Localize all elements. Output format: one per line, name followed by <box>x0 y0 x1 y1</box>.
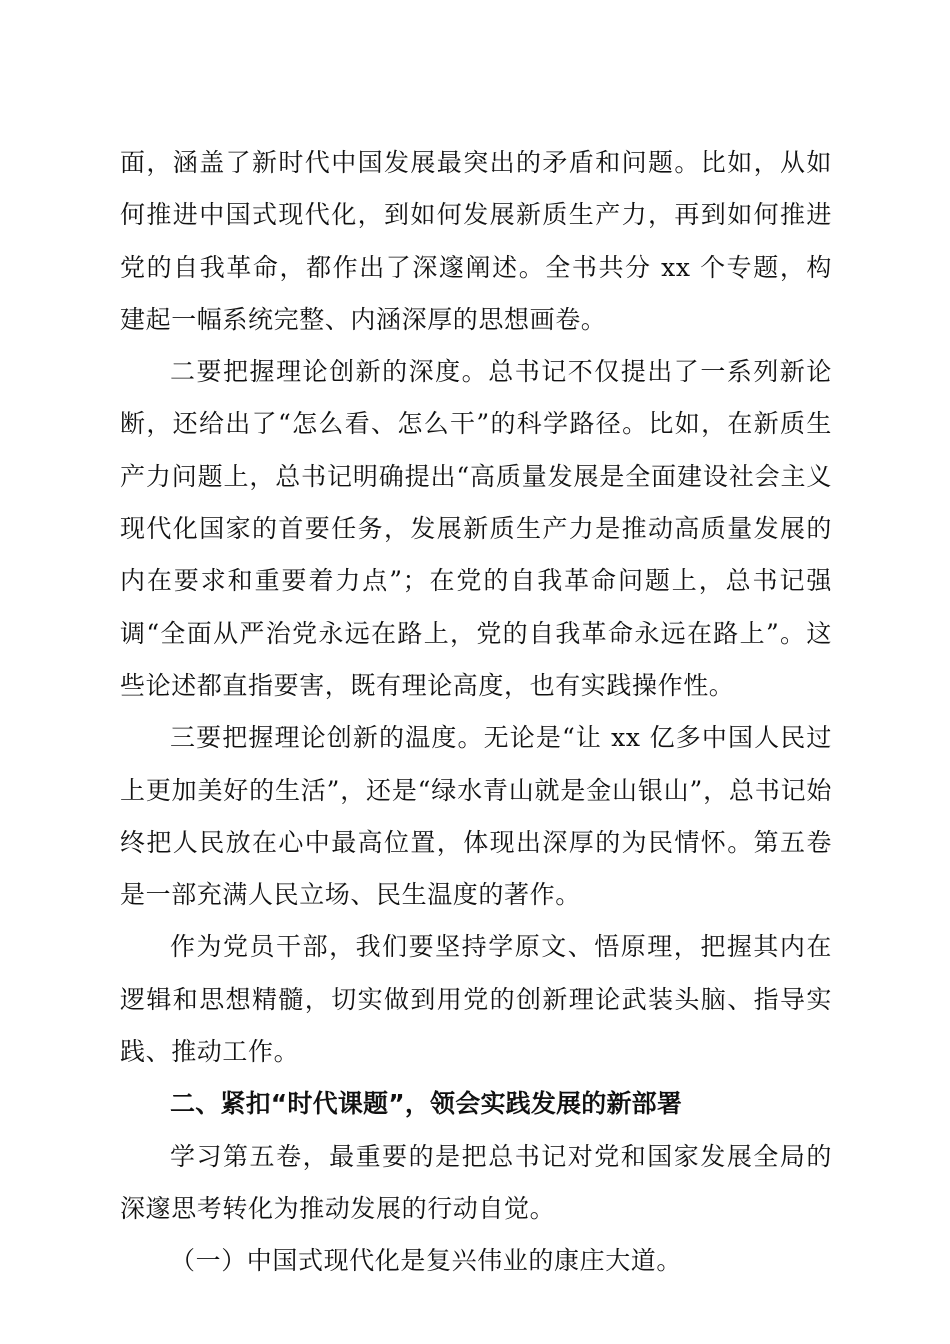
paragraph-point-3: 三要把握理论创新的温度。无论是“让 xx 亿多中国人民过上更加美好的生活”，还是“绿水青山就是金山银山”，总书记始终把人民放在心中最高位置，体现出深厚的为民情怀。第五卷是一部充满人民立场、民生温度的著作。 <box>120 723 832 910</box>
paragraph-point-2: 二要把握理论创新的深度。总书记不仅提出了一系列新论断，还给出了“怎么看、怎么干”的科学路径。比如，在新质生产力问题上，总书记明确提出“高质量发展是全面建设社会主义现代化国家的首要任务，发展新质生产力是推动高质量发展的内在要求和重要着力点”；在党的自我革命问题上，总书记强调“全面从严治党永远在路上，党的自我革命永远在路上”。这些论述都直指要害，既有理论高度，也有实践操作性。 <box>120 357 832 700</box>
paragraph-section-intro: 学习第五卷，最重要的是把总书记对党和国家发展全局的深邃思考转化为推动发展的行动自觉。 <box>120 1141 832 1223</box>
body-text <box>120 137 832 1288</box>
section-heading: 二、紧扣“时代课题”，领会实践发展的新部署 <box>170 1089 683 1119</box>
paragraph-summary: 作为党员干部，我们要坚持学原文、悟原理，把握其内在逻辑和思想精髓，切实做到用党的创新理论武装头脑、指导实践、推动工作。 <box>120 932 832 1067</box>
subsection-heading: （一）中国式现代化是复兴伟业的康庄大道。 <box>170 1246 683 1276</box>
paragraph-continuation: 面，涵盖了新时代中国发展最突出的矛盾和问题。比如，从如何推进中国式现代化，到如何发展新质生产力，再到如何推进党的自我革命，都作出了深邃阐述。全书共分 xx 个专题，构建起一幅系统完整、内涵深厚的思想画卷。 <box>120 148 832 334</box>
